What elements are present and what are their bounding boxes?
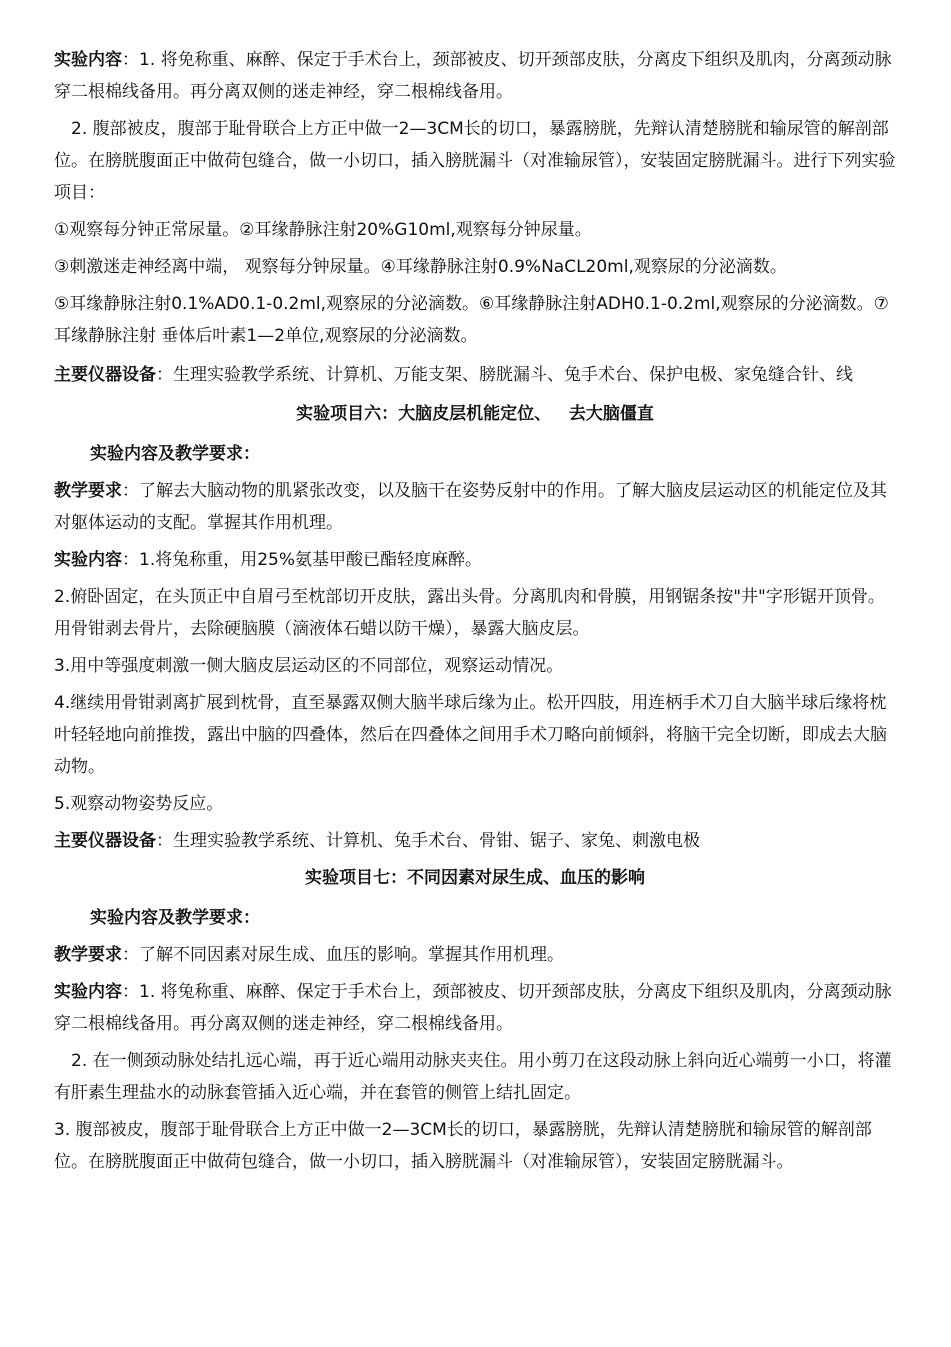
s7-teach-para bbox=[54, 939, 896, 971]
s7-content-para bbox=[54, 976, 896, 1040]
s6-item5: 5.观察动物姿势反应。 bbox=[54, 794, 224, 814]
s7-teach-label: 教学要求 bbox=[54, 945, 122, 965]
s6-content-para bbox=[54, 544, 896, 576]
s6-item3: 3.用中等强度刺激一侧大脑皮层运动区的不同部位，观察运动情况。 bbox=[54, 656, 564, 676]
s6-teach-para bbox=[54, 475, 896, 539]
s5-obs-line2: ③刺激迷走神经离中端， 观察每分钟尿量。④耳缘静脉注射0.9%NaCL20ml,观察尿的分泌滴数。 bbox=[54, 257, 787, 277]
s6-teach-text: ：了解去大脑动物的肌紧张改变，以及脑干在姿势反射中的作用。了解大脑皮层运动区的机能定位及其对躯体运动的支配。掌握其作用机理。 bbox=[54, 481, 887, 533]
document-page bbox=[54, 44, 896, 1178]
s6-equip-label: 主要仪器设备 bbox=[54, 831, 156, 851]
s6-equip-text: ：生理实验教学系统、计算机、兔手术台、骨钳、锯子、家兔、刺激电极 bbox=[156, 831, 700, 851]
s7-content-label: 实验内容 bbox=[54, 982, 122, 1002]
s7-teach-text: ：了解不同因素对尿生成、血压的影响。掌握其作用机理。 bbox=[122, 945, 564, 965]
s7-item3: 3. 腹部被皮，腹部于耻骨联合上方正中做一2—3CM长的切口，暴露膀胱，先辩认清楚膀胱和输尿管的解剖部位。在膀胱腹面正中做荷包缝合，做一小切口，插入膀胱漏斗（对准输尿管），安装固定膀胱漏斗。 bbox=[54, 1120, 872, 1172]
s5-obs-line1: ①观察每分钟正常尿量。②耳缘静脉注射20%G10ml,观察每分钟尿量。 bbox=[54, 220, 592, 240]
s7-item2: 2. 在一侧颈动脉处结扎远心端，再于近心端用动脉夹夹住。用小剪刀在这段动脉上斜向近心端剪一小口，将灌有肝素生理盐水的动脉套管插入近心端，并在套管的侧管上结扎固定。 bbox=[54, 1051, 892, 1103]
s6-item2: 2.俯卧固定，在头顶正中自眉弓至枕部切开皮肤，露出头骨。分离肌肉和骨膜，用钢锯条按"井"字形锯开顶骨。用骨钳剥去骨片，去除硬脑膜（滴液体石蜡以防干燥），暴露大脑皮层。 bbox=[54, 587, 885, 639]
s5-equip-label: 主要仪器设备 bbox=[54, 365, 156, 385]
s5-content-item1: ：1. 将免称重、麻醉、保定于手术台上，颈部被皮、切开颈部皮肤，分离皮下组织及肌肉，分离颈动脉穿二根棉线备用。再分离双侧的迷走神经，穿二根棉线备用。 bbox=[54, 50, 892, 102]
s6-item4: 4.继续用骨钳剥离扩展到枕骨，直至暴露双侧大脑半球后缘为止。松开四肢，用连柄手术刀自大脑半球后缘将枕叶轻轻地向前推拨，露出中脑的四叠体，然后在四叠体之间用手术刀略向前倾斜，将脑干完全切断，即成去大脑动物。 bbox=[54, 693, 887, 777]
s5-equip-text: ：生理实验教学系统、计算机、万能支架、膀胱漏斗、兔手术台、保护电极、家兔缝合针、线 bbox=[156, 365, 853, 385]
s5-equip-para bbox=[54, 357, 896, 393]
s6-equip-para bbox=[54, 825, 896, 857]
s6-title: 实验项目六：大脑皮层机能定位、 去大脑僵直 bbox=[296, 404, 654, 424]
s6-req-heading: 实验内容及教学要求： bbox=[90, 444, 260, 464]
s6-item1: ：1.将兔称重，用25%氨基甲酸已酯轻度麻醉。 bbox=[122, 550, 483, 570]
s5-obs-line3: ⑤耳缘静脉注射0.1%AD0.1-0.2ml,观察尿的分泌滴数。⑥耳缘静脉注射ADH0.1-0.2ml,观察尿的分泌滴数。⑦耳缘静脉注射 垂体后叶素1—2单位,观察尿的分泌滴数。 bbox=[54, 294, 889, 346]
s5-content-para bbox=[54, 44, 896, 108]
s5-content-item2: 2. 腹部被皮，腹部于耻骨联合上方正中做一2—3CM长的切口，暴露膀胱，先辩认清楚膀胱和输尿管的解剖部位。在膀胱腹面正中做荷包缝合，做一小切口，插入膀胱漏斗（对准输尿管），安装固定膀胱漏斗。进行下列实验项目： bbox=[54, 119, 896, 203]
s6-teach-label: 教学要求 bbox=[54, 481, 122, 501]
s7-item1: ：1. 将兔称重、麻醉、保定于手术台上，颈部被皮、切开颈部皮肤，分离皮下组织及肌肉，分离颈动脉穿二根棉线备用。再分离双侧的迷走神经，穿二根棉线备用。 bbox=[54, 982, 892, 1034]
s7-req-heading: 实验内容及教学要求： bbox=[90, 908, 260, 928]
s5-content-label: 实验内容 bbox=[54, 50, 122, 70]
s7-title: 实验项目七：不同因素对尿生成、血压的影响 bbox=[305, 868, 645, 888]
s6-content-label: 实验内容 bbox=[54, 550, 122, 570]
